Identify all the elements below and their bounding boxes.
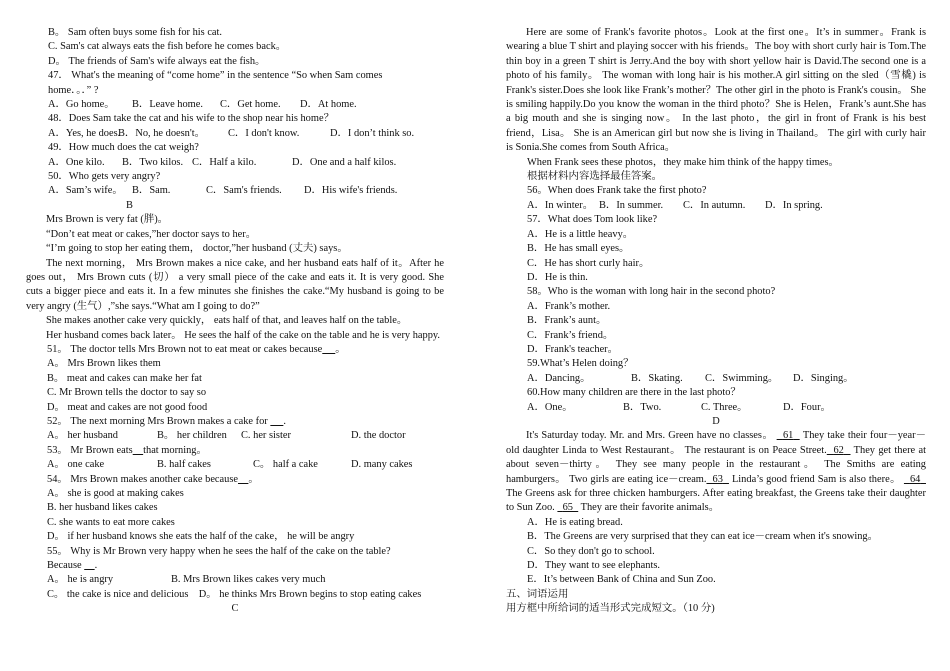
right-column bbox=[506, 26, 926, 617]
q57-option-c: C．He has short curly hair。 bbox=[527, 257, 650, 269]
cloze-option-d: D．They want to see elephants. bbox=[527, 560, 661, 572]
story-line-1: Mrs Brown is very fat (胖)。 bbox=[46, 214, 169, 226]
q57-option-b: B．He has small eyes。 bbox=[527, 243, 630, 255]
q51-blank bbox=[322, 344, 335, 355]
cloze-text-5: The Greens ask for three chicken hamburgers. After eating breakfast, the Greens take their daughter to Sun Zoo. bbox=[506, 488, 926, 514]
reading-instruction: 根据材料内容选择最佳答案。 bbox=[527, 171, 663, 183]
q56-options bbox=[506, 199, 926, 213]
blank-61 bbox=[777, 430, 800, 441]
q54-option-a: A。 she is good at making cakes bbox=[47, 488, 184, 499]
blank-65 bbox=[557, 502, 578, 513]
section-5-instruction: 用方框中所给词的适当形式完成短文。（10 分) bbox=[506, 603, 715, 615]
story-paragraph-4: The next morning， Mrs Brown makes a nice cake, and her husband eats half of it。After he goes out， Mrs Brown cuts (切） a very small piece of the cake and eats it. It is very good. She cuts a bigger piece and eats it. In a few minutes she finishes the cake.“My husband is going to be very angry (生气）,”she says.“What am I going to do?” bbox=[26, 257, 444, 312]
q59-options bbox=[506, 372, 926, 386]
story-line-5: She makes another cake very quickly， eats half of that, and leaves half on the table。 bbox=[46, 315, 408, 327]
q53-options bbox=[26, 458, 444, 472]
q51-option-b: B。 meat and cakes can make her fat bbox=[47, 372, 202, 384]
q54-end: 。 bbox=[248, 473, 259, 485]
blank-64 bbox=[904, 474, 926, 485]
q53-option-c: C。 half a cake bbox=[253, 459, 318, 471]
cloze-text-6: They are their favorite animals。 bbox=[580, 502, 720, 514]
q60-option-d: D．Four。 bbox=[783, 401, 831, 413]
q52-option-b: B。 her children bbox=[157, 430, 227, 442]
q49-option-a: A．One kilo. bbox=[48, 156, 105, 168]
q57-option-d: D．He is thin. bbox=[527, 271, 588, 283]
q55-option-d: D。 he thinks Mrs Brown begins to stop eating cakes bbox=[198, 588, 422, 600]
q58-option-b: B．Frank’s aunt。 bbox=[527, 315, 607, 327]
q46-option-b: B。 Sam often buys some fish for his cat. bbox=[48, 27, 223, 38]
q50-option-c: C．Sam's friends. bbox=[206, 185, 282, 197]
q56-question: 56。When does Frank take the first photo? bbox=[527, 185, 707, 197]
story-paragraph-6: Her husband comes back later。 He sees the half of the cake on the table and he is very happy. bbox=[46, 329, 441, 341]
cloze-text-2: They take their four－year－old daughter Linda to West Restaurant。 The restaurant is on Peace Street. bbox=[506, 430, 926, 456]
q50-option-b: B．Sam. bbox=[132, 185, 171, 197]
blank-61-number: 61 bbox=[782, 430, 794, 442]
q54-option-c: C. she wants to eat more cakes bbox=[47, 516, 175, 528]
q47-option-d: D．At home. bbox=[300, 99, 357, 111]
q55-option-c: C。 the cake is nice and delicious bbox=[47, 588, 189, 600]
q52-text: 52。 The next morning Mrs Brown makes a cake for bbox=[47, 415, 268, 427]
cloze-text-4: Linda’s good friend Sam is also there。 bbox=[731, 473, 901, 485]
q48-option-d: D．I don’t think so. bbox=[330, 127, 415, 139]
q47-question: 47． What's the meaning of “come home” in the sentence “So when Sam comes bbox=[48, 70, 383, 82]
q51-end: 。 bbox=[335, 343, 346, 355]
q47-question-cont: home．。．” ? bbox=[48, 84, 99, 96]
q50-options bbox=[26, 184, 444, 198]
section-c-label: C bbox=[231, 603, 239, 615]
q53-option-a: A。 one cake bbox=[47, 459, 105, 471]
photo-story-ending: When Frank sees these photos，they make him think of the happy times。 bbox=[527, 156, 839, 168]
q52-option-c: C. her sister bbox=[241, 430, 291, 442]
cloze-option-b: B．The Greens are very surprised that they can eat ice－cream when it's snowing。 bbox=[527, 531, 878, 543]
q60-option-b: B．Two. bbox=[623, 401, 662, 413]
q57-question: 57．What does Tom look like? bbox=[527, 214, 658, 226]
q48-question: 48．Does Sam take the cat and his wife to the shop near his home？ bbox=[48, 113, 334, 125]
cloze-text-3: They get there at about seven－thirty。 They see many people in the restaurant。 The Smiths are eating hamburgers。 Two girls are eating ice－cream. bbox=[506, 444, 926, 485]
q59-option-d: D．Singing。 bbox=[793, 372, 854, 384]
cloze-option-c: C．So they don't go to school. bbox=[527, 545, 655, 557]
q51-option-a: A。 Mrs Brown likes them bbox=[47, 358, 161, 370]
q51-question bbox=[26, 343, 444, 357]
q47-option-b: B．Leave home. bbox=[132, 99, 203, 111]
q60-option-a: A．One。 bbox=[527, 401, 573, 413]
q56-option-c: C．In autumn. bbox=[683, 199, 746, 211]
q54-option-b: B. her husband likes cakes bbox=[47, 502, 158, 514]
q55-options-row2 bbox=[26, 588, 444, 602]
q53-option-b: B. half cakes bbox=[157, 459, 211, 471]
cloze-text-1: It's Saturday today. Mr. and Mrs. Green have no classes。 bbox=[526, 430, 774, 442]
q53-text: 53。 Mr Brown eats bbox=[47, 444, 133, 456]
q52-option-a: A。 her husband bbox=[47, 430, 118, 442]
q49-option-c: C．Half a kilo. bbox=[192, 156, 257, 168]
q55-question-cont bbox=[26, 559, 444, 573]
q49-option-b: B．Two kilos. bbox=[122, 156, 184, 168]
q59-option-b: B．Skating. bbox=[631, 372, 683, 384]
q51-option-c: C. Mr Brown tells the doctor to say so bbox=[47, 387, 207, 399]
q55-end: . bbox=[94, 560, 98, 572]
q55-option-a: A。 he is angry bbox=[47, 574, 114, 586]
q59-option-a: A．Dancing。 bbox=[527, 372, 591, 384]
q60-options bbox=[506, 401, 926, 415]
q59-question: 59.What’s Helen doing？ bbox=[527, 358, 634, 370]
q58-question: 58。Who is the woman with long hair in the second photo? bbox=[527, 286, 776, 298]
q54-option-d: D。 if her husband knows she eats the half of the cake， he will be angry bbox=[47, 531, 355, 543]
q52-end: . bbox=[283, 415, 286, 427]
q55-blank bbox=[84, 560, 94, 571]
q55-question: 55。 Why is Mr Brown very happy when he sees the half of the cake on the table? bbox=[47, 545, 391, 557]
cloze-option-e: E．It’s between Bank of China and Sun Zoo. bbox=[527, 574, 716, 586]
q55-options-row1 bbox=[26, 573, 444, 587]
q60-option-c: C. Three。 bbox=[701, 401, 748, 413]
photo-story-paragraph: Here are some of Frank's favorite photos。Look at the first one。It’s in summer。Frank is wearing a blue T shirt and playing soccer with his friends。The boy with short curly hair is Tom.The thin boy in a green T shirt is Jerry.And the boy with short yellow hair is David.The second one is a photo of his family。 The woman with long hair is his mother.A girl sitting on the sled（雪橇) is Frank's sister.Does she look like Frank’s mother？The other girl in the photo is Frank's cousin。 She is smiling happily.Do you know the woman in the third photo？She is Helen，Frank’s aunt.She has a big mouth and she is singing now。 In the last photo，the girl in front of Frank is his best friend，Lisa。 She is an American girl but now she is living in Thailand。 The girl with curly hair is Sonia.She comes from South Africa。 bbox=[506, 27, 927, 154]
section-b-label: B bbox=[126, 199, 133, 211]
q49-options bbox=[26, 156, 444, 170]
q56-option-d: D．In spring. bbox=[765, 199, 823, 211]
q47-option-c: C．Get home. bbox=[220, 99, 281, 111]
blank-64-number: 64 bbox=[909, 473, 921, 485]
section-5-heading: 五、词语运用 bbox=[506, 588, 569, 600]
q53-question bbox=[26, 444, 444, 458]
q53-text-end: that morning。 bbox=[143, 444, 207, 456]
q51-text: 51。 The doctor tells Mrs Brown not to eat meat or cakes because bbox=[47, 343, 323, 355]
q56-option-b: B．In summer. bbox=[599, 199, 664, 211]
q58-option-c: C．Frank’s friend。 bbox=[527, 329, 614, 341]
blank-62-number: 62 bbox=[833, 444, 844, 456]
q47-options bbox=[26, 98, 444, 112]
q48-option-c: C．I don't know. bbox=[228, 127, 300, 139]
q50-question: 50．Who gets very angry? bbox=[48, 171, 161, 183]
q49-question: 49．How much does the cat weigh? bbox=[48, 142, 199, 154]
q53-option-d: D. many cakes bbox=[351, 459, 413, 471]
q52-options bbox=[26, 429, 444, 443]
left-column bbox=[26, 26, 444, 617]
q49-option-d: D．One and a half kilos. bbox=[292, 156, 397, 168]
blank-63 bbox=[706, 474, 728, 485]
q56-option-a: A．In winter。 bbox=[527, 199, 594, 211]
q55-option-b: B. Mrs Brown likes cakes very much bbox=[171, 574, 326, 586]
story-line-2: “Don’t eat meat or cakes,”her doctor says to her。 bbox=[46, 228, 257, 240]
q58-option-d: D．Frank's teacher。 bbox=[527, 343, 619, 355]
q55-text: Because bbox=[47, 560, 82, 572]
q46-option-d: D。 The friends of Sam's wife always eat the fish。 bbox=[48, 55, 266, 67]
q52-question bbox=[26, 415, 444, 429]
q52-blank bbox=[270, 416, 283, 427]
story-line-3: “I’m going to stop her eating them， doctor,”her husband (丈夫) says。 bbox=[46, 243, 348, 255]
q52-option-d: D. the doctor bbox=[351, 430, 406, 442]
q48-options bbox=[26, 127, 444, 141]
cloze-option-a: A．He is eating bread. bbox=[527, 516, 623, 528]
q54-blank bbox=[238, 474, 248, 485]
q51-option-d: D。 meat and cakes are not good food bbox=[47, 401, 208, 413]
cloze-passage bbox=[506, 429, 926, 515]
q50-option-d: D．His wife's friends. bbox=[304, 185, 398, 197]
blank-63-number: 63 bbox=[712, 473, 723, 485]
q58-option-a: A．Frank’s mother. bbox=[527, 300, 611, 312]
blank-65-number: 65 bbox=[562, 502, 573, 514]
q57-option-a: A．He is a little heavy。 bbox=[527, 228, 634, 240]
section-d-label: D bbox=[712, 415, 720, 427]
q54-text: 54。 Mrs Brown makes another cake because bbox=[47, 473, 239, 485]
q54-question bbox=[26, 473, 444, 487]
q59-option-c: C．Swimming。 bbox=[705, 372, 779, 384]
q60-question: 60.How many children are there in the last photo？ bbox=[527, 387, 741, 399]
q47-option-a: A．Go home。 bbox=[48, 99, 115, 111]
blank-62 bbox=[827, 445, 851, 456]
q48-option-a: A．Yes, he does. bbox=[48, 127, 121, 139]
q53-blank bbox=[133, 445, 143, 456]
q46-option-c: C. Sam's cat always eats the fish before he comes back。 bbox=[48, 41, 287, 53]
q50-option-a: A．Sam’s wife。 bbox=[48, 185, 123, 197]
q48-option-b: B．No, he doesn't。 bbox=[118, 127, 206, 139]
